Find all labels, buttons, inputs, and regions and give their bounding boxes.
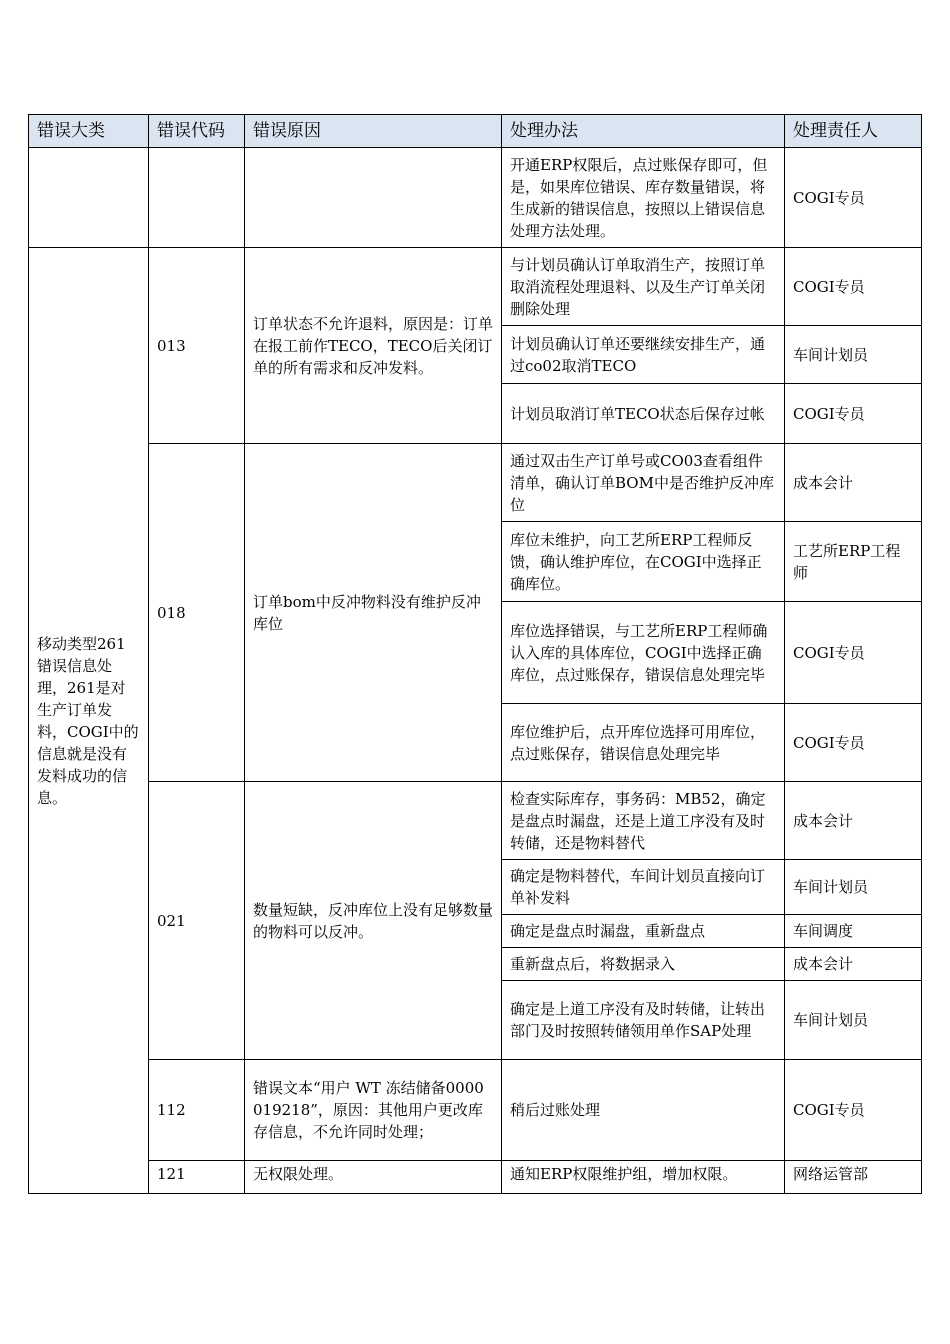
owner-cell: 车间调度 — [785, 915, 922, 948]
owner-cell: 成本会计 — [785, 782, 922, 860]
method-cell: 库位选择错误，与工艺所ERP工程师确认入库的具体库位，COGI中选择正确库位，点过账保存，错误信息处理完毕 — [502, 602, 785, 704]
category-cell-empty — [29, 148, 149, 248]
code-cell: 013 — [149, 248, 245, 444]
owner-cell: COGI专员 — [785, 602, 922, 704]
owner-cell: COGI专员 — [785, 704, 922, 782]
reason-cell: 无权限处理。 — [245, 1161, 502, 1194]
reason-cell: 订单状态不允许退料，原因是：订单在报工前作TECO，TECO后关闭订单的所有需求和反冲发料。 — [245, 248, 502, 444]
owner-cell: COGI专员 — [785, 148, 922, 248]
header-reason: 错误原因 — [245, 115, 502, 148]
owner-cell: COGI专员 — [785, 248, 922, 326]
owner-cell: 车间计划员 — [785, 326, 922, 384]
code-cell: 121 — [149, 1161, 245, 1194]
table-row — [29, 444, 922, 522]
method-cell: 开通ERP权限后，点过账保存即可，但是，如果库位错误、库存数量错误，将生成新的错误信息，按照以上错误信息处理方法处理。 — [502, 148, 785, 248]
header-category: 错误大类 — [29, 115, 149, 148]
method-cell: 库位未维护，向工艺所ERP工程师反馈，确认维护库位，在COGI中选择正确库位。 — [502, 522, 785, 602]
reason-cell: 错误文本“用户 WT 冻结储备0000019218”，原因：其他用户更改库存信息，不允许同时处理； — [245, 1060, 502, 1161]
reason-cell: 数量短缺，反冲库位上没有足够数量的物料可以反冲。 — [245, 782, 502, 1060]
method-cell: 确定是上道工序没有及时转储，让转出部门及时按照转储领用单作SAP处理 — [502, 981, 785, 1060]
owner-cell: 工艺所ERP工程师 — [785, 522, 922, 602]
code-cell: 018 — [149, 444, 245, 782]
header-method: 处理办法 — [502, 115, 785, 148]
table-row — [29, 148, 922, 248]
category-cell: 移动类型261错误信息处理，261是对生产订单发料，COGI中的信息就是没有发料成功的信息。 — [29, 248, 149, 1194]
owner-cell: 车间计划员 — [785, 860, 922, 915]
reason-cell-empty — [245, 148, 502, 248]
code-cell-empty — [149, 148, 245, 248]
method-cell: 检查实际库存，事务码：MB52，确定是盘点时漏盘，还是上道工序没有及时转储，还是物料替代 — [502, 782, 785, 860]
error-handling-table — [28, 114, 922, 1194]
method-cell: 通知ERP权限维护组，增加权限。 — [502, 1161, 785, 1194]
owner-cell: 网络运管部 — [785, 1161, 922, 1194]
header-owner: 处理责任人 — [785, 115, 922, 148]
table-row — [29, 248, 922, 326]
method-cell: 与计划员确认订单取消生产，按照订单取消流程处理退料、以及生产订单关闭删除处理 — [502, 248, 785, 326]
method-cell: 确定是物料替代，车间计划员直接向订单补发料 — [502, 860, 785, 915]
owner-cell: 车间计划员 — [785, 981, 922, 1060]
method-cell: 计划员取消订单TECO状态后保存过帐 — [502, 384, 785, 444]
method-cell: 库位维护后，点开库位选择可用库位，点过账保存，错误信息处理完毕 — [502, 704, 785, 782]
method-cell: 稍后过账处理 — [502, 1060, 785, 1161]
table-row — [29, 1060, 922, 1161]
code-cell: 021 — [149, 782, 245, 1060]
owner-cell: 成本会计 — [785, 444, 922, 522]
method-cell: 通过双击生产订单号或CO03查看组件清单，确认订单BOM中是否维护反冲库位 — [502, 444, 785, 522]
table-header-row — [29, 115, 922, 148]
reason-cell: 订单bom中反冲物料没有维护反冲库位 — [245, 444, 502, 782]
owner-cell: 成本会计 — [785, 948, 922, 981]
table-row — [29, 1161, 922, 1194]
method-cell: 重新盘点后，将数据录入 — [502, 948, 785, 981]
owner-cell: COGI专员 — [785, 384, 922, 444]
code-cell: 112 — [149, 1060, 245, 1161]
header-code: 错误代码 — [149, 115, 245, 148]
owner-cell: COGI专员 — [785, 1060, 922, 1161]
method-cell: 确定是盘点时漏盘，重新盘点 — [502, 915, 785, 948]
method-cell: 计划员确认订单还要继续安排生产，通过co02取消TECO — [502, 326, 785, 384]
table-row — [29, 782, 922, 860]
